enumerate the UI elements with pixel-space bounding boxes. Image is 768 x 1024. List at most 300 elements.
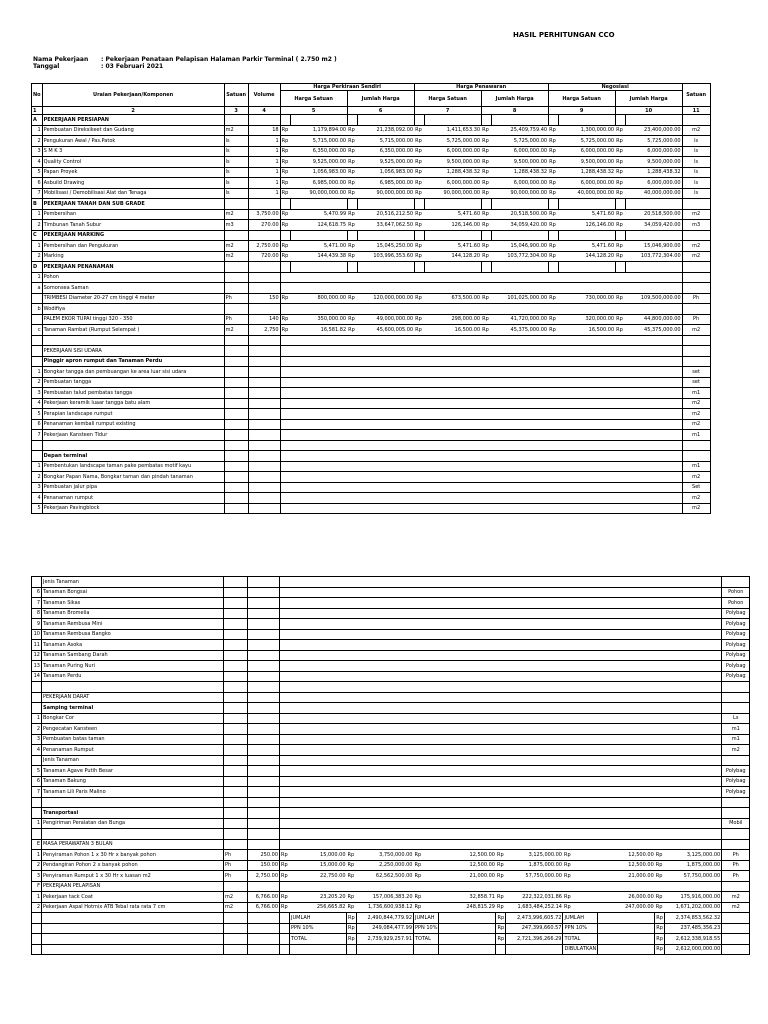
cell: Rp	[615, 125, 625, 136]
cell: Rp	[548, 125, 558, 136]
cell: 9,500,000.00	[424, 157, 481, 168]
cell: F	[32, 881, 42, 892]
cell: Polybag	[722, 776, 750, 787]
item-label: Pinggir apron rumput dan Tanaman Perdu	[42, 356, 224, 367]
cell: 144,128.20	[558, 251, 615, 262]
cell: 5	[32, 409, 43, 420]
cell	[357, 377, 414, 388]
cell	[224, 745, 248, 756]
cell	[496, 713, 506, 724]
cell	[481, 272, 491, 283]
item-label: Bongkar Cor	[42, 713, 224, 724]
cell	[357, 881, 414, 892]
cell	[347, 199, 357, 210]
cell	[414, 692, 439, 703]
header-no: No	[32, 84, 43, 107]
table-row	[32, 682, 750, 693]
cell: Rp	[280, 241, 290, 252]
cell	[625, 451, 682, 462]
cell: 3	[32, 482, 43, 493]
cell: Rp	[481, 146, 491, 157]
cell	[491, 367, 548, 378]
cell	[414, 577, 439, 588]
cell: 6,000,000.00	[558, 146, 615, 157]
cell	[665, 829, 722, 840]
cell	[548, 409, 558, 420]
cell	[224, 640, 248, 651]
cell: 5,471.60	[424, 241, 481, 252]
table-row	[32, 451, 711, 462]
cell	[248, 493, 280, 504]
cell	[655, 608, 665, 619]
cell	[682, 356, 710, 367]
cell	[290, 766, 347, 777]
cell	[357, 230, 414, 241]
cell	[248, 797, 280, 808]
cell	[665, 661, 722, 672]
cell	[496, 808, 506, 819]
cell: m2	[224, 241, 248, 252]
table-row	[32, 587, 750, 598]
cell: Ph	[682, 314, 710, 325]
cell	[414, 755, 439, 766]
cell	[655, 692, 665, 703]
cell	[357, 388, 414, 399]
total-cell: Rp	[655, 913, 665, 924]
cell	[280, 451, 290, 462]
cell	[414, 472, 424, 483]
item-label: Mobilisasi / Demobilisasi Alat dan Tenaga	[42, 188, 224, 199]
cell	[290, 682, 347, 693]
cell: 9,500,000.00	[558, 157, 615, 168]
cell: Polybag	[722, 640, 750, 651]
cell: Polybag	[722, 787, 750, 798]
cell	[290, 262, 347, 273]
cell: 103,772,304.00	[625, 251, 682, 262]
cell	[414, 745, 439, 756]
cell: 11	[32, 640, 42, 651]
cell	[224, 115, 248, 126]
cell: Rp	[615, 293, 625, 304]
cell	[481, 451, 491, 462]
cell	[558, 272, 615, 283]
cell	[248, 367, 280, 378]
cell	[625, 461, 682, 472]
cell	[682, 304, 710, 315]
cell	[625, 115, 682, 126]
table-row	[32, 440, 711, 451]
cell	[491, 283, 548, 294]
cell: 90,000,000.00	[290, 188, 347, 199]
header-satuan: Satuan	[224, 84, 248, 107]
cell: Rp	[615, 314, 625, 325]
total-cell	[439, 934, 496, 945]
cell	[414, 839, 439, 850]
cell	[32, 682, 42, 693]
cell	[347, 451, 357, 462]
cell: Rp	[615, 251, 625, 262]
cell	[439, 671, 496, 682]
cell: Rp	[563, 902, 598, 913]
cell	[248, 724, 280, 735]
total-cell	[598, 944, 655, 955]
cell: 2	[32, 860, 42, 871]
cell	[563, 829, 598, 840]
cell	[224, 388, 248, 399]
column-number-cell: 1	[32, 107, 43, 115]
cell: ls	[224, 167, 248, 178]
cell: 6,000,000.00	[625, 178, 682, 189]
cell: Rp	[280, 178, 290, 189]
cell: 6	[32, 178, 43, 189]
cell	[481, 199, 491, 210]
cell	[224, 472, 248, 483]
cell	[491, 377, 548, 388]
cell	[357, 283, 414, 294]
cell	[548, 398, 558, 409]
cell	[347, 808, 357, 819]
cell: Polybag	[722, 661, 750, 672]
cell: 1,179,894.00	[290, 125, 347, 136]
cell	[496, 640, 506, 651]
cell	[491, 451, 548, 462]
column-number-cell: 10	[615, 107, 682, 115]
cell	[655, 650, 665, 661]
item-label: Pembuatan Direksikeet dan Gudang	[42, 125, 224, 136]
cell: 1,288,438.32	[491, 167, 548, 178]
cell	[290, 461, 347, 472]
cell	[347, 262, 357, 273]
cell: Rp	[563, 892, 598, 903]
cell	[506, 598, 563, 609]
cell	[280, 776, 290, 787]
cell: Ph	[722, 850, 750, 861]
table-row	[32, 167, 711, 178]
cell	[248, 262, 280, 273]
cell	[290, 377, 347, 388]
cell	[347, 304, 357, 315]
cell	[347, 818, 357, 829]
cell	[439, 808, 496, 819]
cell	[290, 230, 347, 241]
cell: Rp	[615, 209, 625, 220]
cell	[625, 272, 682, 283]
cell	[558, 451, 615, 462]
total-cell: Rp	[347, 934, 357, 945]
cell: m1	[682, 461, 710, 472]
cell: Rp	[347, 188, 357, 199]
cell	[496, 671, 506, 682]
cell	[439, 650, 496, 661]
cell: 1,671,202,000.00	[665, 902, 722, 913]
cell	[280, 367, 290, 378]
cell	[424, 461, 481, 472]
cell	[357, 629, 414, 640]
cell: Rp	[280, 157, 290, 168]
cell	[563, 703, 598, 714]
cell: Ph	[722, 871, 750, 882]
cell	[424, 367, 481, 378]
cell	[598, 640, 655, 651]
cell: 1	[248, 146, 280, 157]
cell: Rp	[655, 850, 665, 861]
cell	[722, 808, 750, 819]
cell	[682, 335, 710, 346]
cell	[248, 671, 280, 682]
cell	[32, 797, 42, 808]
cell	[665, 776, 722, 787]
cell	[615, 272, 625, 283]
header-negosiasi: Negosiasi	[548, 84, 682, 91]
cell: Rp	[280, 125, 290, 136]
cell	[655, 818, 665, 829]
cell	[481, 430, 491, 441]
cell	[357, 818, 414, 829]
cell	[280, 346, 290, 357]
cell: 57,750,000.00	[665, 871, 722, 882]
cell	[248, 692, 280, 703]
header-harga-satuan: Harga Satuan	[414, 91, 481, 107]
cell	[347, 881, 357, 892]
cell	[665, 818, 722, 829]
cell	[558, 503, 615, 514]
cell	[625, 335, 682, 346]
cell	[615, 335, 625, 346]
cell	[506, 577, 563, 588]
table-row	[32, 199, 711, 210]
cell	[280, 787, 290, 798]
total-cell	[280, 934, 290, 945]
item-label: PEKERJAAN SISI UDARA	[42, 346, 224, 357]
cell	[424, 503, 481, 514]
cell	[548, 451, 558, 462]
item-label: Penanaman Rumput	[42, 745, 224, 756]
cell: m3	[224, 220, 248, 231]
cell	[491, 430, 548, 441]
cell: m2	[722, 892, 750, 903]
cell: Rp	[481, 251, 491, 262]
cell: 5,715,000.00	[290, 136, 347, 147]
cell	[598, 755, 655, 766]
cell: 140	[248, 314, 280, 325]
cell	[357, 472, 414, 483]
cell: 120,000,000.00	[357, 293, 414, 304]
cell	[248, 356, 280, 367]
cell	[280, 272, 290, 283]
cell	[496, 661, 506, 672]
cell	[558, 482, 615, 493]
cell: 3,125,000.00	[506, 850, 563, 861]
item-label	[42, 682, 224, 693]
table-row	[32, 608, 750, 619]
cell: Rp	[548, 157, 558, 168]
cell: m2	[682, 251, 710, 262]
item-label: Penanaman kembali rumput existing	[42, 419, 224, 430]
cell: 44,800,000.00	[625, 314, 682, 325]
section-title: PEKERJAAN TANAH DAN SUB GRADE	[42, 199, 224, 210]
cell	[558, 419, 615, 430]
total-row	[32, 923, 750, 934]
cell: Rp	[280, 871, 290, 882]
cell	[290, 650, 347, 661]
cell: 6,350,000.00	[357, 146, 414, 157]
cell	[625, 304, 682, 315]
cell: 103,996,353.60	[357, 251, 414, 262]
cell	[224, 482, 248, 493]
cell: 126,146.00	[424, 220, 481, 231]
cell	[625, 230, 682, 241]
total-cell	[357, 944, 414, 955]
cell	[558, 398, 615, 409]
cell	[439, 818, 496, 829]
cell	[665, 787, 722, 798]
cell	[280, 472, 290, 483]
cell: Rp	[280, 136, 290, 147]
cell	[563, 766, 598, 777]
cell	[347, 283, 357, 294]
cell: Rp	[481, 125, 491, 136]
cell	[224, 199, 248, 210]
cell: Rp	[615, 325, 625, 336]
cell	[347, 713, 357, 724]
cell	[439, 881, 496, 892]
total-cell: JUMLAH	[290, 913, 347, 924]
cell: 1	[248, 178, 280, 189]
cell: set	[682, 367, 710, 378]
cell	[655, 881, 665, 892]
cell	[414, 713, 439, 724]
cell	[347, 650, 357, 661]
cell	[558, 430, 615, 441]
cell: 1	[32, 713, 42, 724]
cell: 90,000,000.00	[424, 188, 481, 199]
cell	[280, 745, 290, 756]
cell	[558, 262, 615, 273]
total-cell	[280, 913, 290, 924]
cell	[290, 629, 347, 640]
cell	[625, 283, 682, 294]
cell	[248, 745, 280, 756]
cell: ls	[682, 167, 710, 178]
table-row	[32, 619, 750, 630]
cell	[682, 230, 710, 241]
cell	[347, 493, 357, 504]
cell	[548, 262, 558, 273]
total-row	[32, 934, 750, 945]
cell	[563, 619, 598, 630]
cell	[414, 482, 424, 493]
cell: ls	[682, 146, 710, 157]
cell	[357, 503, 414, 514]
cell: m2	[722, 902, 750, 913]
cell	[248, 682, 280, 693]
cell: 5,725,000.00	[491, 136, 548, 147]
cell	[563, 671, 598, 682]
cell	[280, 671, 290, 682]
cell	[347, 461, 357, 472]
table-row	[32, 136, 711, 147]
total-cell	[32, 934, 42, 945]
total-cell	[42, 913, 224, 924]
cell	[496, 787, 506, 798]
table-row	[32, 776, 750, 787]
cell	[548, 430, 558, 441]
item-label: Samping terminal	[42, 703, 224, 714]
total-cell	[224, 944, 248, 955]
cell	[248, 409, 280, 420]
cell	[414, 640, 439, 651]
cell: Ph	[722, 860, 750, 871]
cell: 1,875,000.00	[506, 860, 563, 871]
cell	[598, 577, 655, 588]
cell	[357, 262, 414, 273]
table-row	[32, 209, 711, 220]
cell: 9,500,000.00	[491, 157, 548, 168]
cell: Rp	[414, 178, 424, 189]
cell: 20,518,500.00	[491, 209, 548, 220]
cell	[548, 304, 558, 315]
cell	[224, 346, 248, 357]
cell	[615, 430, 625, 441]
cell	[598, 829, 655, 840]
total-cell: PPN 10%	[563, 923, 598, 934]
cell	[506, 766, 563, 777]
cell	[682, 199, 710, 210]
cell: a	[32, 283, 43, 294]
cell	[347, 682, 357, 693]
cell	[548, 115, 558, 126]
cell	[506, 839, 563, 850]
table-row	[32, 325, 711, 336]
cell	[248, 776, 280, 787]
cell: m2	[224, 251, 248, 262]
cell	[439, 587, 496, 598]
cell	[347, 377, 357, 388]
item-label: Tanaman Asoka	[42, 640, 224, 651]
item-label: Pembuatan talud pembatas tangga	[42, 388, 224, 399]
cell	[290, 755, 347, 766]
cell	[248, 398, 280, 409]
item-label: Transportasi	[42, 808, 224, 819]
cell	[290, 304, 347, 315]
total-cell	[290, 944, 347, 955]
total-cell	[42, 923, 224, 934]
cell: 34,059,420.00	[491, 220, 548, 231]
cell	[290, 692, 347, 703]
cell	[357, 745, 414, 756]
cell	[357, 703, 414, 714]
cell	[290, 776, 347, 787]
cell	[615, 419, 625, 430]
cell: 1	[32, 241, 43, 252]
cell: 6	[32, 419, 43, 430]
table-row	[32, 335, 711, 346]
cell: 40,000,000.00	[625, 188, 682, 199]
cell: 32,858.71	[439, 892, 496, 903]
table-row	[32, 881, 750, 892]
cell: 4	[32, 398, 43, 409]
cell	[496, 818, 506, 829]
cell	[496, 608, 506, 619]
cell: Pohon	[722, 598, 750, 609]
cell: 720.00	[248, 251, 280, 262]
cell	[655, 682, 665, 693]
cell: Rp	[347, 178, 357, 189]
cell	[414, 461, 424, 472]
cell	[248, 713, 280, 724]
cell	[414, 199, 424, 210]
cell	[224, 619, 248, 630]
